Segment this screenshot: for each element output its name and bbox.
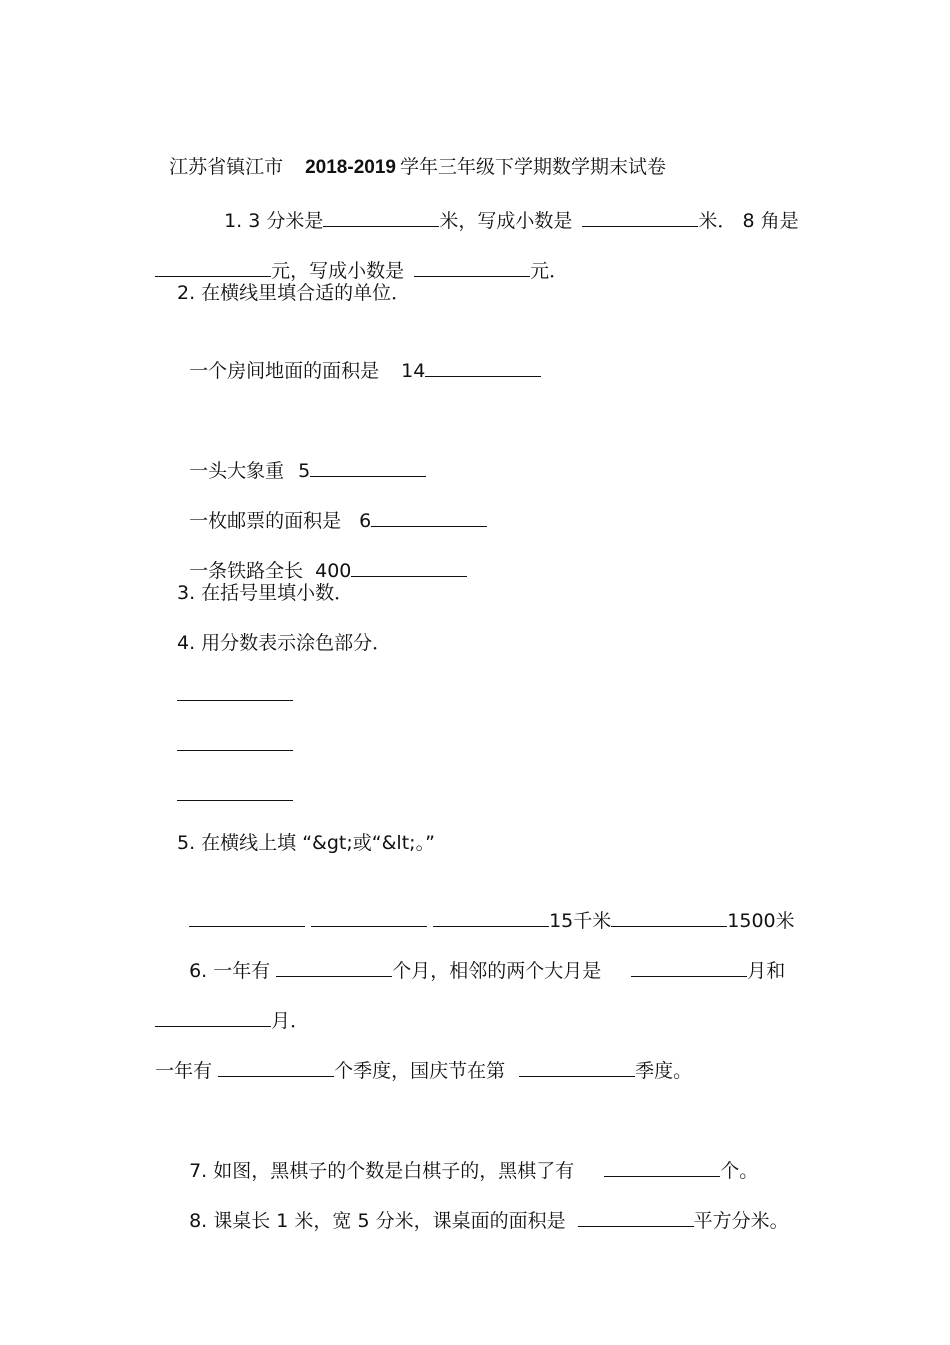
- q2-elephant-text: 一头大象重: [189, 460, 285, 482]
- q2-railway-text: 一条铁路全长: [189, 560, 304, 582]
- title-years: 2018-2019: [305, 157, 396, 178]
- q2-elephant-number: 5: [298, 460, 311, 482]
- q8-text-b: 平方分米。: [693, 1210, 789, 1232]
- answer-blank[interactable]: [276, 956, 392, 977]
- answer-blank[interactable]: [519, 1056, 635, 1077]
- q2-stamp-line: [177, 480, 487, 534]
- q6-text-c: 月和: [747, 960, 786, 982]
- answer-blank[interactable]: [604, 1156, 720, 1177]
- q6-text-g: 季度。: [635, 1060, 693, 1082]
- q2-stamp-text: 一枚邮票的面积是: [189, 510, 342, 532]
- q4-answer-line: [177, 680, 293, 708]
- q2-railway-number: 400: [315, 560, 352, 582]
- question-8: [177, 1180, 789, 1234]
- answer-blank[interactable]: [351, 556, 467, 577]
- question-1-line-1: [212, 180, 799, 234]
- question-6-line-2: [143, 980, 309, 1034]
- q4-answer-line: [177, 730, 293, 758]
- q2-room-text: 一个房间地面的面积是: [189, 360, 380, 382]
- q2-room-line: [177, 330, 541, 384]
- q1-text-a: 1. 3 分米是: [224, 210, 324, 232]
- title-region: 江苏省镇江市: [169, 156, 284, 178]
- q6-text-a: 6. 一年有: [189, 960, 271, 982]
- q7-text-a: 7. 如图，黑棋子的个数是白棋子的，黑棋了有: [189, 1160, 575, 1182]
- question-4-heading: 4. 用分数表示涂色部分．: [177, 632, 392, 654]
- q5-term-1: 15千米: [549, 910, 612, 932]
- answer-blank[interactable]: [323, 206, 439, 227]
- question-6-line-1: [177, 930, 785, 984]
- title-rest: 学年三年级下学期数学期末试卷: [399, 156, 666, 178]
- q6-text-b: 个月，相邻的两个大月是: [392, 960, 602, 982]
- q6-text-e: 一年有: [155, 1060, 213, 1082]
- answer-blank[interactable]: [611, 906, 727, 927]
- question-6-line-3: [143, 1030, 692, 1084]
- q2-elephant-line: [177, 430, 426, 484]
- answer-blank[interactable]: [155, 256, 271, 277]
- answer-blank[interactable]: [177, 730, 293, 751]
- answer-blank[interactable]: [177, 780, 293, 801]
- q1-text-d: 元，写成小数是: [271, 260, 405, 282]
- answer-blank[interactable]: [631, 956, 747, 977]
- q4-answer-line: [177, 780, 293, 808]
- answer-blank[interactable]: [433, 906, 549, 927]
- answer-blank[interactable]: [310, 456, 426, 477]
- q2-railway-line: [177, 530, 467, 584]
- q1-text-e: 元．: [530, 260, 569, 282]
- q1-text-c: 米． 8 角是: [698, 210, 799, 232]
- q1-text-b: 米，写成小数是: [439, 210, 573, 232]
- question-7: [177, 1130, 758, 1184]
- question-1-line-2: [143, 230, 568, 284]
- q2-stamp-number: 6: [359, 510, 372, 532]
- answer-blank[interactable]: [189, 906, 305, 927]
- q5-answer-line: [177, 880, 795, 934]
- q5-term-2: 1500米: [727, 910, 795, 932]
- answer-blank[interactable]: [425, 356, 541, 377]
- answer-blank[interactable]: [177, 680, 293, 701]
- answer-blank[interactable]: [578, 1206, 694, 1227]
- q6-text-d: 月．: [271, 1010, 310, 1032]
- question-5-heading: 5. 在横线上填 “&gt;或“&lt;。”: [177, 832, 435, 854]
- answer-blank[interactable]: [414, 256, 530, 277]
- answer-blank[interactable]: [371, 506, 487, 527]
- question-2-heading: 2. 在横线里填合适的单位．: [177, 282, 411, 304]
- q7-text-b: 个。: [720, 1160, 759, 1182]
- answer-blank[interactable]: [311, 906, 427, 927]
- answer-blank[interactable]: [218, 1056, 334, 1077]
- q2-room-number: 14: [401, 360, 426, 382]
- exam-title: [157, 128, 666, 181]
- answer-blank[interactable]: [155, 1006, 271, 1027]
- answer-blank[interactable]: [582, 206, 698, 227]
- question-3-heading: 3. 在括号里填小数．: [177, 582, 354, 604]
- q8-text-a: 8. 课桌长 1 米，宽 5 分米，课桌面的面积是: [189, 1210, 566, 1232]
- q6-text-f: 个季度，国庆节在第: [334, 1060, 506, 1082]
